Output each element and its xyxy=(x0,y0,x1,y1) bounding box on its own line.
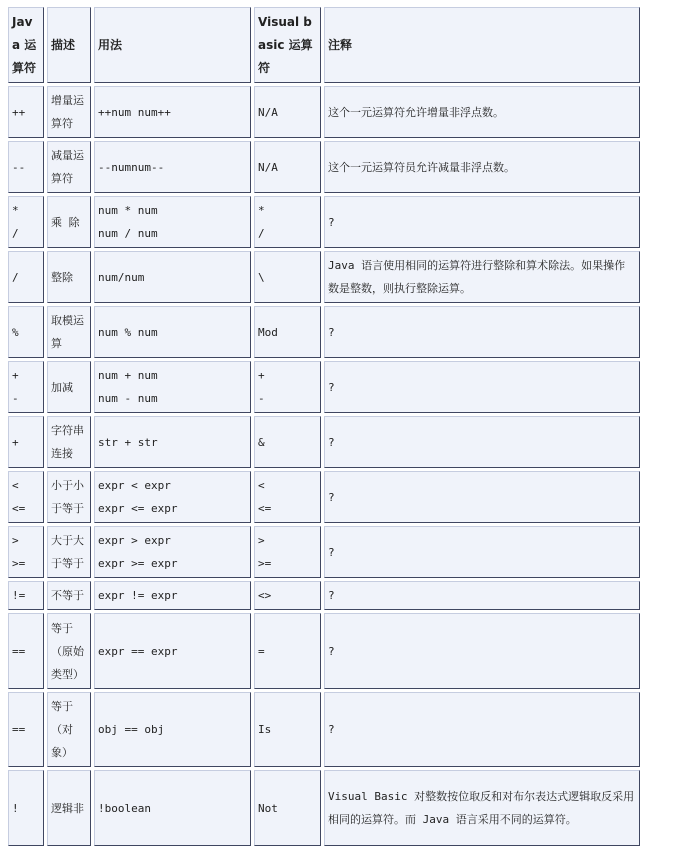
cell-usage: obj == obj xyxy=(94,692,251,767)
cell-note: ? xyxy=(324,526,640,578)
cell-vb-operator: N/A xyxy=(254,141,321,193)
cell-vb-operator: Mod xyxy=(254,306,321,358)
cell-note: ? xyxy=(324,361,640,413)
cell-usage: expr == expr xyxy=(94,613,251,689)
header-notes: 注释 xyxy=(324,7,640,83)
cell-usage: num/num xyxy=(94,251,251,303)
cell-usage: num % num xyxy=(94,306,251,358)
cell-usage: num * num num / num xyxy=(94,196,251,248)
table-row xyxy=(8,692,640,767)
cell-usage: num + num num - num xyxy=(94,361,251,413)
cell-description: 取模运算 xyxy=(47,306,91,358)
operator-comparison-table xyxy=(5,4,643,849)
table-row xyxy=(8,141,640,193)
header-java-operator: Java 运算符 xyxy=(8,7,44,83)
cell-description: 等于（对象） xyxy=(47,692,91,767)
cell-usage: expr != expr xyxy=(94,581,251,610)
cell-note: ? xyxy=(324,196,640,248)
header-vb-operator: Visual basic 运算符 xyxy=(254,7,321,83)
cell-vb-operator: & xyxy=(254,416,321,468)
cell-operator: + - xyxy=(8,361,44,413)
cell-usage: str + str xyxy=(94,416,251,468)
cell-operator: / xyxy=(8,251,44,303)
cell-description: 小于小于等于 xyxy=(47,471,91,523)
table-row xyxy=(8,581,640,610)
cell-description: 逻辑非 xyxy=(47,770,91,846)
table-row xyxy=(8,526,640,578)
cell-operator: ++ xyxy=(8,86,44,138)
table-row xyxy=(8,196,640,248)
cell-description: 增量运算符 xyxy=(47,86,91,138)
cell-vb-operator: = xyxy=(254,613,321,689)
cell-description: 等于（原始类型） xyxy=(47,613,91,689)
cell-vb-operator: > >= xyxy=(254,526,321,578)
cell-operator: * / xyxy=(8,196,44,248)
cell-operator: == xyxy=(8,692,44,767)
cell-vb-operator: Is xyxy=(254,692,321,767)
cell-operator: < <= xyxy=(8,471,44,523)
cell-description: 乘 除 xyxy=(47,196,91,248)
table-row xyxy=(8,471,640,523)
cell-vb-operator: * / xyxy=(254,196,321,248)
cell-note: ? xyxy=(324,613,640,689)
cell-vb-operator: N/A xyxy=(254,86,321,138)
header-description: 描述 xyxy=(47,7,91,83)
cell-vb-operator: Not xyxy=(254,770,321,846)
table-row xyxy=(8,361,640,413)
table-row xyxy=(8,86,640,138)
cell-description: 大于大于等于 xyxy=(47,526,91,578)
table-row xyxy=(8,251,640,303)
table-row xyxy=(8,613,640,689)
cell-note: Java 语言使用相同的运算符进行整除和算术除法。如果操作数是整数，则执行整除运算。 xyxy=(324,251,640,303)
cell-vb-operator: < <= xyxy=(254,471,321,523)
cell-description: 不等于 xyxy=(47,581,91,610)
cell-vb-operator: <> xyxy=(254,581,321,610)
cell-note: ? xyxy=(324,692,640,767)
cell-description: 减量运算符 xyxy=(47,141,91,193)
cell-usage: --numnum-- xyxy=(94,141,251,193)
cell-operator: -- xyxy=(8,141,44,193)
cell-note: ? xyxy=(324,416,640,468)
cell-note: ? xyxy=(324,471,640,523)
cell-description: 整除 xyxy=(47,251,91,303)
cell-usage: expr < expr expr <= expr xyxy=(94,471,251,523)
cell-vb-operator: + - xyxy=(254,361,321,413)
cell-operator: + xyxy=(8,416,44,468)
table-row xyxy=(8,416,640,468)
table-row xyxy=(8,770,640,846)
cell-operator: % xyxy=(8,306,44,358)
table-row xyxy=(8,306,640,358)
table-header-row xyxy=(8,7,640,83)
cell-vb-operator: \ xyxy=(254,251,321,303)
cell-operator: > >= xyxy=(8,526,44,578)
cell-description: 字符串连接 xyxy=(47,416,91,468)
cell-note: ? xyxy=(324,306,640,358)
cell-description: 加减 xyxy=(47,361,91,413)
cell-usage: !boolean xyxy=(94,770,251,846)
cell-note: 这个一元运算符员允许减量非浮点数。 xyxy=(324,141,640,193)
cell-note: ? xyxy=(324,581,640,610)
cell-note: Visual Basic 对整数按位取反和对布尔表达式逻辑取反采用相同的运算符。而 Java 语言采用不同的运算符。 xyxy=(324,770,640,846)
cell-usage: ++num num++ xyxy=(94,86,251,138)
cell-operator: == xyxy=(8,613,44,689)
header-usage: 用法 xyxy=(94,7,251,83)
cell-usage: expr > expr expr >= expr xyxy=(94,526,251,578)
cell-operator: ! xyxy=(8,770,44,846)
cell-note: 这个一元运算符允许增量非浮点数。 xyxy=(324,86,640,138)
cell-operator: != xyxy=(8,581,44,610)
